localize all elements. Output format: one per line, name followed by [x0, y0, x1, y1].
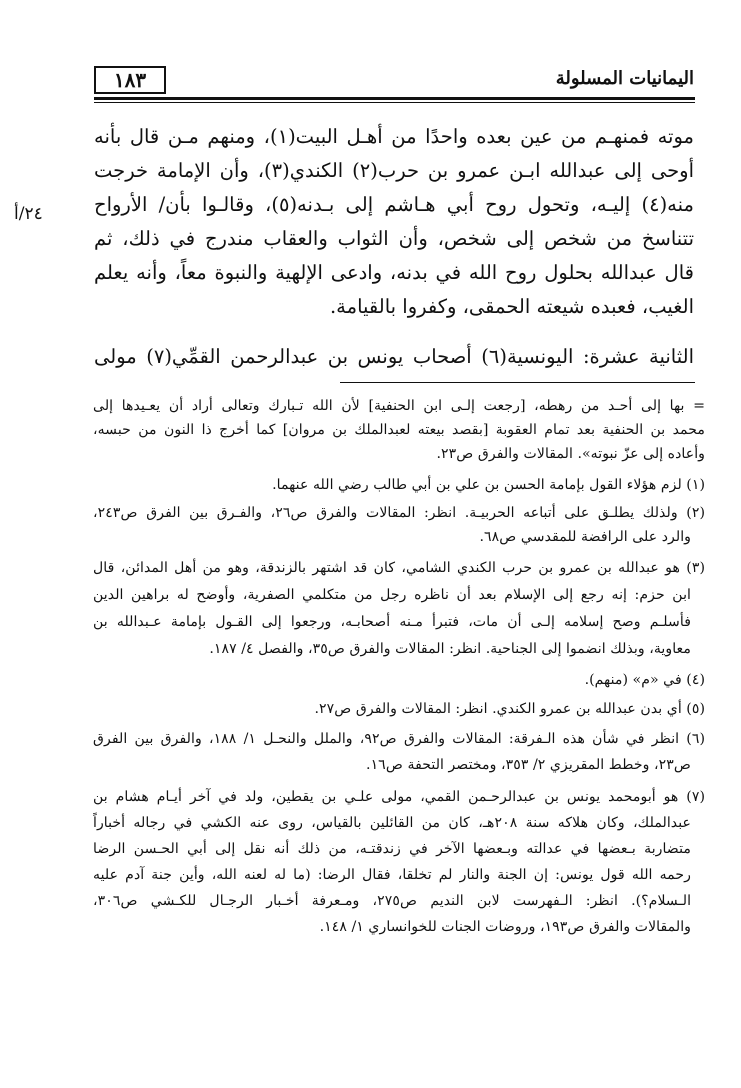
body-line: تتناسخ من شخص إلى شخص، وأن الثواب والعقاب مندرج في ذلك، ثم [94, 227, 694, 250]
footnote-line: وأعاده إلى عزّ نبوته». المقالات والفرق ص٢٣. [436, 446, 705, 462]
manuscript-folio-note: ٢٤/أ [14, 204, 43, 224]
body-line: منه(٤) إليـه، وتحول روح أبي هـاشم إلى بـدنه(٥)، وقالـوا بأن/ الأرواح [94, 193, 694, 216]
footnote-line: عبدالملك، وكان هلاكه سنة ٢٠٨هـ، كان من القائلين بالقياس، روى عنه الكشي في رجاله أخباراً [93, 815, 691, 831]
section-heading-line: الثانية عشرة: اليونسية(٦) أصحاب يونس بن عبدالرحمن القمِّي(٧) مولى [94, 345, 694, 368]
header-rule [94, 97, 695, 100]
footnote-line: = بها إلى أحـد من رهطه، [رجعت إلـى ابن الحنفية] لأن الله تـبارك وتعالى أراد أن يعـيدها إلى [93, 398, 705, 414]
footnote-line: فأسلـم وصح إسلامه إلـى أن مات، فتبرأ مـنه أصحابـه، ورجعوا إلى القـول بإمامة عـبدالله بن [93, 614, 691, 630]
header-rule-thin [94, 102, 695, 103]
footnote-line: ص٢٣، وخطط المقريزي ٢/ ٣٥٣، ومختصر التحفة ص١٦. [366, 757, 691, 773]
footnote-line: ابن حزم: إنه رجع إلى الإسلام بعد أن ناظره رجل من متكلمي الصفرية، وأوضح له براهين الدين [93, 587, 691, 603]
body-line: الغيب، فعبده شيعته الحمقى، وكفروا بالقيامة. [329, 295, 694, 318]
footnote-line: معاوية، وبذلك انضموا إلى الجناحية. انظر: المقالات والفرق ص٣٥، والفصل ٤/ ١٨٧. [209, 641, 691, 657]
footnote-line: والمقالات والفرق ص١٩٣، وروضات الجنات للخوانساري ١/ ١٤٨. [319, 919, 691, 935]
footnote-line: (٤) في «م» (منهم). [584, 672, 705, 688]
body-line: قال عبدالله بحلول روح الله في بدنه، وادعى الإلهية والنبوة معاً، وأنه يعلم [94, 261, 694, 284]
footnote-line: (٣) هو عبدالله بن عمرو بن حرب الكندي الشامي، كان قد اشتهر بالزندقة، وهو من أهل المدائن، قال [93, 560, 705, 576]
footnote-line: والرد على الرافضة للمقدسي ص٦٨. [479, 529, 691, 545]
footnote-line: (٧) هو أبومحمد يونس بن عبدالرحـمن القمي، مولى علـي بن يقطين، ولد في آخر أيـام هشام بن [93, 789, 705, 805]
footnote-line: متضاربة بـعضها في عدالته وبـعضها الآخر في زندقتـه، من ذلك أنه نقل إلى أبي الحـسن الرضا [93, 841, 691, 857]
body-line: موته فمنهـم من عين بعده واحدًا من أهـل البيت(١)، ومنهم مـن قال بأنه [94, 125, 694, 148]
footnote-line: الـسلام؟). انظر: الـفهرست لابن النديم ص٢٧٥، ومـعرفة أخـبار الرجـال للكـشي ص٣٠٦، [93, 893, 691, 909]
footnote-line: (٦) انظر في شأن هذه الـفرقة: المقالات والفرق ص٩٢، والملل والنحـل ١/ ١٨٨، والفرق بين الفرق [93, 731, 705, 747]
footnote-line: (١) لزم هؤلاء القول بإمامة الحسن بن علي بن أبي طالب رضي الله عنهما. [272, 477, 705, 493]
running-title: اليمانيات المسلولة [555, 68, 694, 89]
footnote-line: (٥) أي بدن عبدالله بن عمرو الكندي. انظر: المقالات والفرق ص٢٧. [314, 701, 705, 717]
footnote-line: محمد بن الحنفية بعد تمام العقوبة [بقصد بيعته لعبدالملك بن مروان] كما أخرج ذا النون من حبسه، [93, 422, 705, 438]
footnote-line: رحمه الله قول يونس: إن الجنة والنار لم تخلقا، فقال الرضا: (ما له لعنه الله، وأين جنة آدم عليه [93, 867, 691, 883]
footnote-separator [340, 382, 695, 383]
body-line: أوحى إلى عبدالله ابـن عمرو بن حرب(٢) الكندي(٣)، وأن الإمامة خرجت [94, 159, 694, 182]
footnote-line: (٢) ولذلك يطلـق على أتباعه الحربيـة. انظر: المقالات والفرق ص٢٦، والفـرق بين الفرق ص٢٤٣، [93, 505, 705, 521]
page-number: ١٨٣ [94, 66, 166, 94]
